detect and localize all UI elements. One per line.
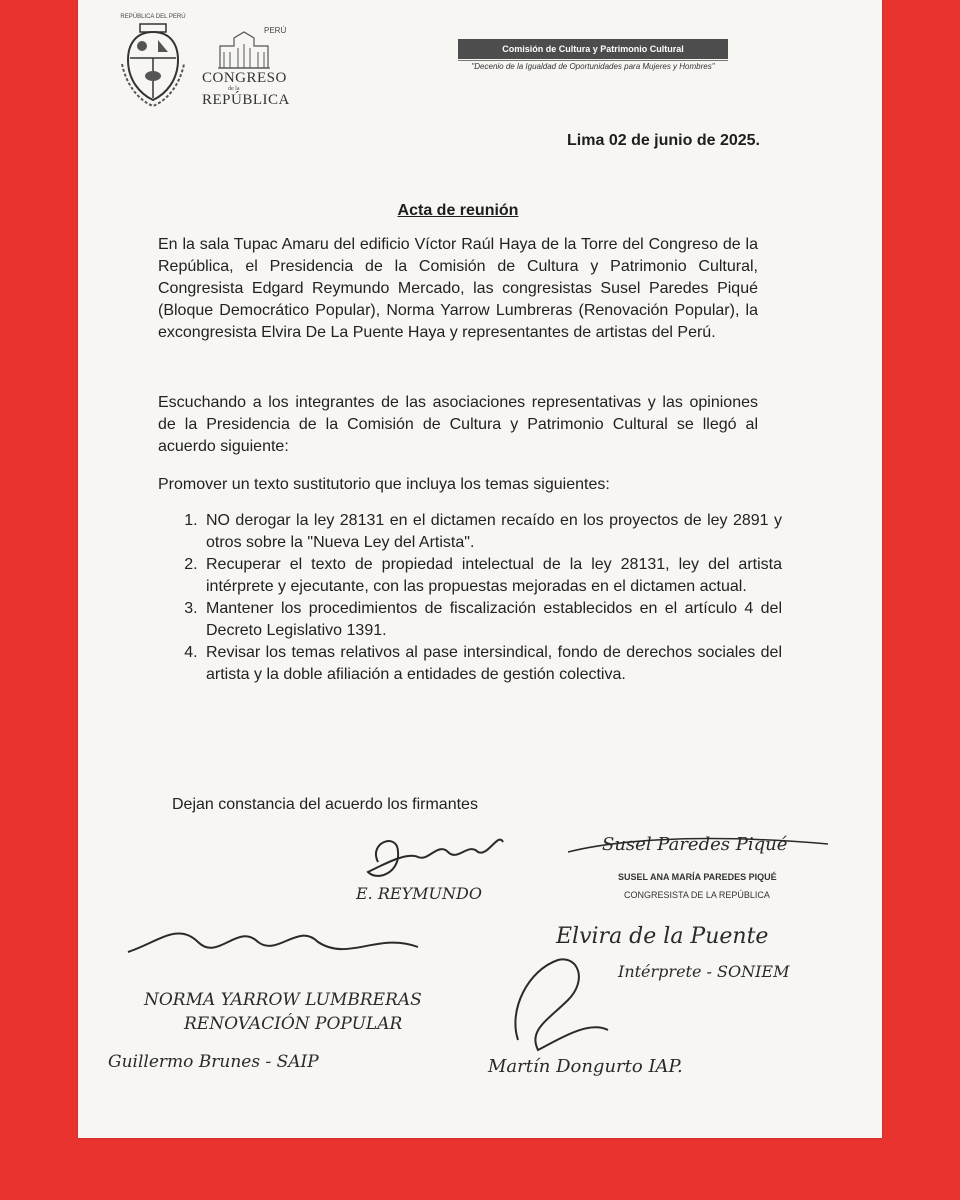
document-sheet <box>78 0 882 1138</box>
comision-banner: Comisión de Cultura y Patrimonio Cultural <box>458 39 728 59</box>
closing-line: Dejan constancia del acuerdo los firmantes <box>172 796 478 813</box>
paragraph-attendees: En la sala Tupac Amaru del edificio Víctor Raúl Haya de la Torre del Congreso de la República, el Presidencia de la Comisión de Cultura y Patrimonio Cultural, Congresista Edgard Reymundo Mercado, las congresistas Susel Paredes Piqué (Bloque Democrático Popular), Norma Yarrow Lumbreras (Renovación Popular), la excongresista Elvira De La Puente Haya y representantes de artistas del Perú. <box>158 236 758 341</box>
yarrow-name: NORMA YARROW LUMBRERAS <box>144 990 422 1010</box>
elvira-signature-text: Elvira de la Puente <box>556 924 769 949</box>
iap-signature: Martín Dongurto IAP. <box>488 1056 683 1077</box>
list-item: 1. NO derogar la ley 28131 en el dictamen recaído en los proyectos de ley 2891 y otros sobre la "Nueva Ley del Artista". <box>202 510 782 554</box>
list-item: 3. Mantener los procedimientos de fiscalización establecidos en el artículo 4 del Decreto Legislativo 1391. <box>202 598 782 642</box>
congress-de: de la <box>228 86 240 92</box>
signature-scribble <box>498 950 628 1060</box>
congress-name: CONGRESO <box>202 70 287 86</box>
signature-yarrow <box>118 902 438 972</box>
paragraph-promote: Promover un texto sustitutorio que incluya los temas siguientes: <box>158 476 610 493</box>
letterhead <box>78 0 882 120</box>
yarrow-party: RENOVACIÓN POPULAR <box>184 1014 403 1034</box>
list-item: 2. Recuperar el texto de propiedad intelectual de la ley 28131, ley del artista intérprete y ejecutante, con las propuestas mejoradas en el dictamen actual. <box>202 554 782 598</box>
paredes-signature-text: Susel Paredes Piqué <box>602 834 788 855</box>
coat-of-arms-icon <box>118 14 188 108</box>
document-date: Lima 02 de junio de 2025. <box>567 132 760 149</box>
agreement-list <box>178 510 782 686</box>
decenio-motto: "Decenio de la Igualdad de Oportunidades para Mujeres y Hombres" <box>471 62 715 71</box>
shield-caption: REPÚBLICA DEL PERÚ <box>120 14 186 20</box>
brunes-signature: Guillermo Brunes - SAIP <box>108 1052 319 1072</box>
signature-reymundo <box>348 822 518 892</box>
paredes-stamp-title: CONGRESISTA DE LA REPÚBLICA <box>624 890 770 900</box>
list-item: 4. Revisar los temas relativos al pase intersindical, fondo de derechos sociales del artista y la doble afiliación a entidades de gestión colectiva. <box>202 642 782 686</box>
decenio-divider <box>458 60 728 61</box>
soniem-signature: Intérprete - SONIEM <box>618 962 790 981</box>
congress-peru-label: PERÚ <box>264 26 287 35</box>
reymundo-name: E. REYMUNDO <box>356 884 482 903</box>
paredes-stamp-name: SUSEL ANA MARÍA PAREDES PIQUÉ <box>618 872 777 882</box>
document-title: Acta de reunión <box>397 202 519 219</box>
paragraph-agreement: Escuchando a los integrantes de las asociaciones representativas y las opiniones de la Presidencia de la Comisión de Cultura y Patrimonio Cultural se llegó al acuerdo siguiente: <box>158 394 758 455</box>
congress-republica: REPÚBLICA <box>202 92 290 108</box>
